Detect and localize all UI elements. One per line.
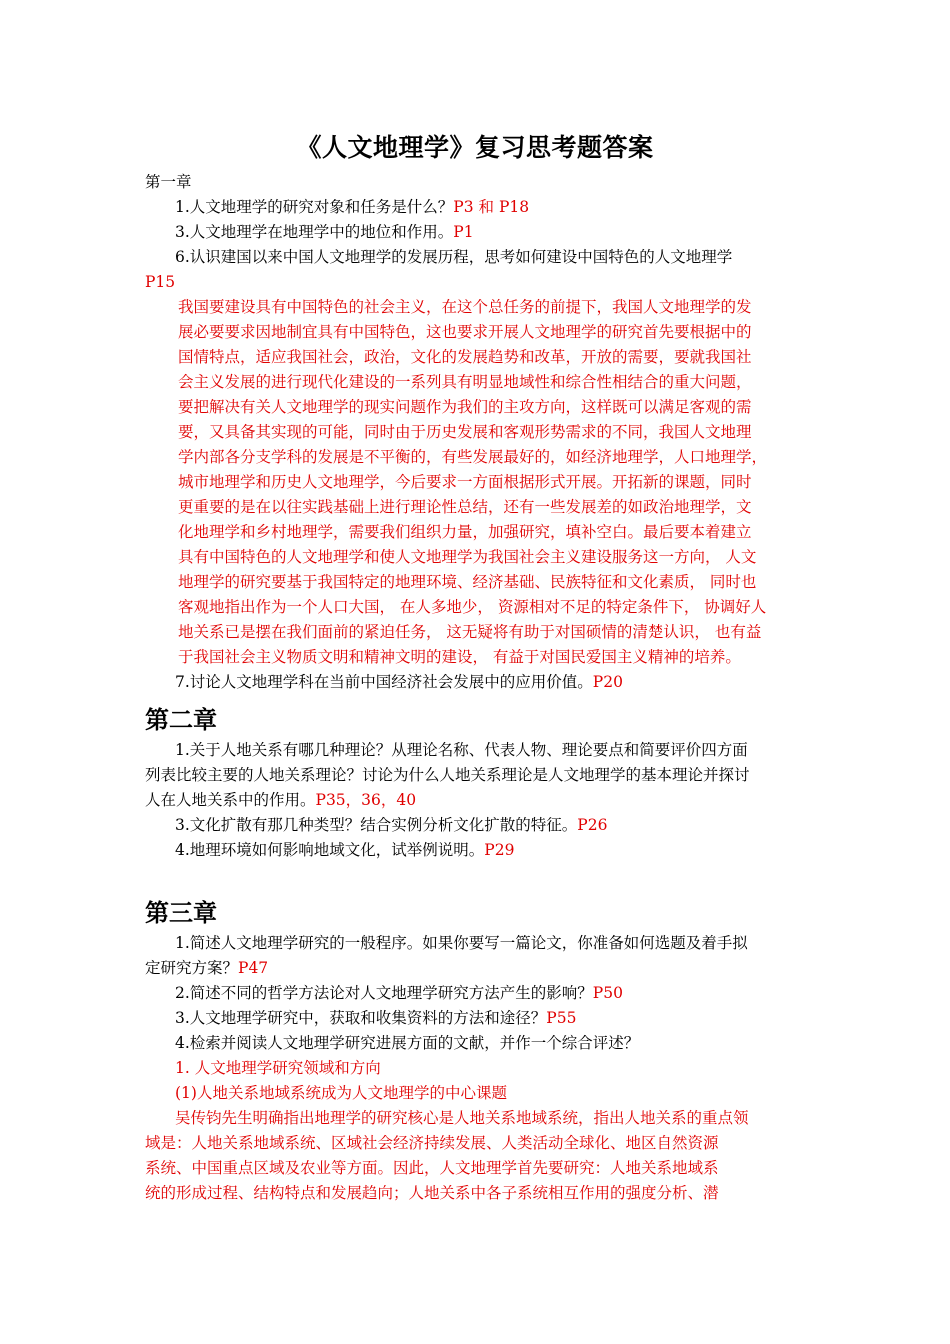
answer-line: 统的形成过程、结构特点和发展趋向；人地关系中各子系统相互作用的强度分析、潜	[145, 1184, 719, 1202]
answer-line: 地理学的研究要基于我国特定的地理环境、经济基础、民族特征和文化素质， 同时也	[178, 573, 757, 591]
question-text: 4.地理环境如何影响地域文化，试举例说明。	[175, 841, 485, 859]
answer-line: 会主义发展的进行现代化建设的一系列具有明显地域性和综合性相结合的重大问题，	[178, 373, 752, 391]
answer-line: 要把解决有关人文地理学的现实问题作为我们的主攻方向，这样既可以满足客观的需	[178, 398, 752, 416]
ch3-question-1-line: 1.简述人文地理学研究的一般程序。如果你要写一篇论文，你准备如何选题及着手拟	[175, 934, 748, 952]
page-reference: P26	[577, 816, 608, 834]
answer-line: 更重要的是在以往实践基础上进行理论性总结，还有一些发展差的如政治地理学，文	[178, 498, 752, 516]
ch3-subheading-1: 1. 人文地理学研究领域和方向	[175, 1059, 381, 1077]
ch1-question-3	[175, 222, 474, 242]
answer-line: 地关系已是摆在我们面前的紧迫任务， 这无疑将有助于对国硕情的清楚认识， 也有益	[178, 623, 762, 641]
ch2-question-1-line	[145, 790, 416, 810]
chapter-3-heading: 第三章	[145, 898, 217, 927]
ch1-question-6: 6.认识建国以来中国人文地理学的发展历程，思考如何建设中国特色的人文地理学	[175, 248, 733, 266]
ch3-subheading-1-1: (1)人地关系地域系统成为人文地理学的中心课题	[175, 1084, 507, 1102]
ch1-question-1	[175, 197, 529, 217]
answer-line: 客观地指出作为一个人口大国， 在人多地少， 资源相对不足的特定条件下， 协调好人	[178, 598, 767, 616]
answer-line: 具有中国特色的人文地理学和使人文地理学为我国社会主义建设服务这一方向， 人文	[178, 548, 757, 566]
page-reference: P55	[546, 1009, 577, 1027]
answer-line: 展必要要求因地制宜具有中国特色，这也要求开展人文地理学的研究首先要根据中的	[178, 323, 752, 341]
ch2-question-4	[175, 840, 514, 860]
ch2-question-1-line: 1.关于人地关系有哪几种理论？从理论名称、代表人物、理论要点和简要评价四方面	[175, 741, 748, 759]
page-reference: P1	[453, 223, 474, 241]
question-text: 1.人文地理学的研究对象和任务是什么？	[175, 198, 454, 216]
question-text: 2.简述不同的哲学方法论对人文地理学研究方法产生的影响？	[175, 984, 593, 1002]
answer-line: 要，又具备其实现的可能，同时由于历史发展和客观形势需求的不同，我国人文地理	[178, 423, 752, 441]
ch3-question-1-line	[145, 958, 268, 978]
document-title: 《人文地理学》复习思考题答案	[296, 133, 654, 162]
page-reference: P47	[238, 959, 269, 977]
ch1-question-6-ref: P15	[145, 273, 176, 291]
page-reference: P3 和 P18	[453, 198, 530, 216]
answer-line: 域是：人地关系地域系统、区域社会经济持续发展、人类活动全球化、地区自然资源	[145, 1134, 719, 1152]
answer-line: 吴传钧先生明确指出地理学的研究核心是人地关系地域系统，指出人地关系的重点领	[175, 1109, 749, 1127]
answer-line: 化地理学和乡村地理学，需要我们组织力量，加强研究，填补空白。最后要本着建立	[178, 523, 752, 541]
ch3-question-4: 4.检索并阅读人文地理学研究进展方面的文献，并作一个综合评述？	[175, 1034, 640, 1052]
chapter-2-heading: 第二章	[145, 705, 217, 734]
ch3-question-3	[175, 1008, 576, 1028]
question-text: 3.人文地理学研究中，获取和收集资料的方法和途径？	[175, 1009, 547, 1027]
answer-line: 我国要建设具有中国特色的社会主义，在这个总任务的前提下，我国人文地理学的发	[178, 298, 752, 316]
question-text: 3.人文地理学在地理学中的地位和作用。	[175, 223, 454, 241]
ch3-question-2	[175, 983, 623, 1003]
question-text: 3.文化扩散有那几种类型？结合实例分析文化扩散的特征。	[175, 816, 578, 834]
page-reference: P50	[592, 984, 623, 1002]
answer-line: 城市地理学和历史人文地理学，今后要求一方面根据形式开展。开拓新的课题，同时	[178, 473, 752, 491]
page-reference: P35，36，40	[315, 791, 417, 809]
answer-line: 于我国社会主义物质文明和精神文明的建设， 有益于对国民爱国主义精神的培养。	[178, 648, 741, 666]
page-reference: P29	[484, 841, 515, 859]
question-text: 7.讨论人文地理学科在当前中国经济社会发展中的应用价值。	[175, 673, 593, 691]
answer-line: 系统、中国重点区域及农业等方面。因此，人文地理学首先要研究：人地关系地域系	[145, 1159, 719, 1177]
chapter-1-heading: 第一章	[145, 173, 192, 191]
ch2-question-1-line: 列表比较主要的人地关系理论？讨论为什么人地关系理论是人文地理学的基本理论并探讨	[145, 766, 750, 784]
page-reference: P20	[592, 673, 623, 691]
ch2-question-3	[175, 815, 607, 835]
answer-line: 国情特点，适应我国社会，政治，文化的发展趋势和改革，开放的需要，要就我国社	[178, 348, 752, 366]
answer-line: 学内部各分支学科的发展是不平衡的，有些发展最好的，如经济地理学，人口地理学，	[178, 448, 768, 466]
ch1-question-7	[175, 672, 623, 692]
question-text: 人在人地关系中的作用。	[145, 791, 316, 809]
question-text: 定研究方案？	[145, 959, 239, 977]
